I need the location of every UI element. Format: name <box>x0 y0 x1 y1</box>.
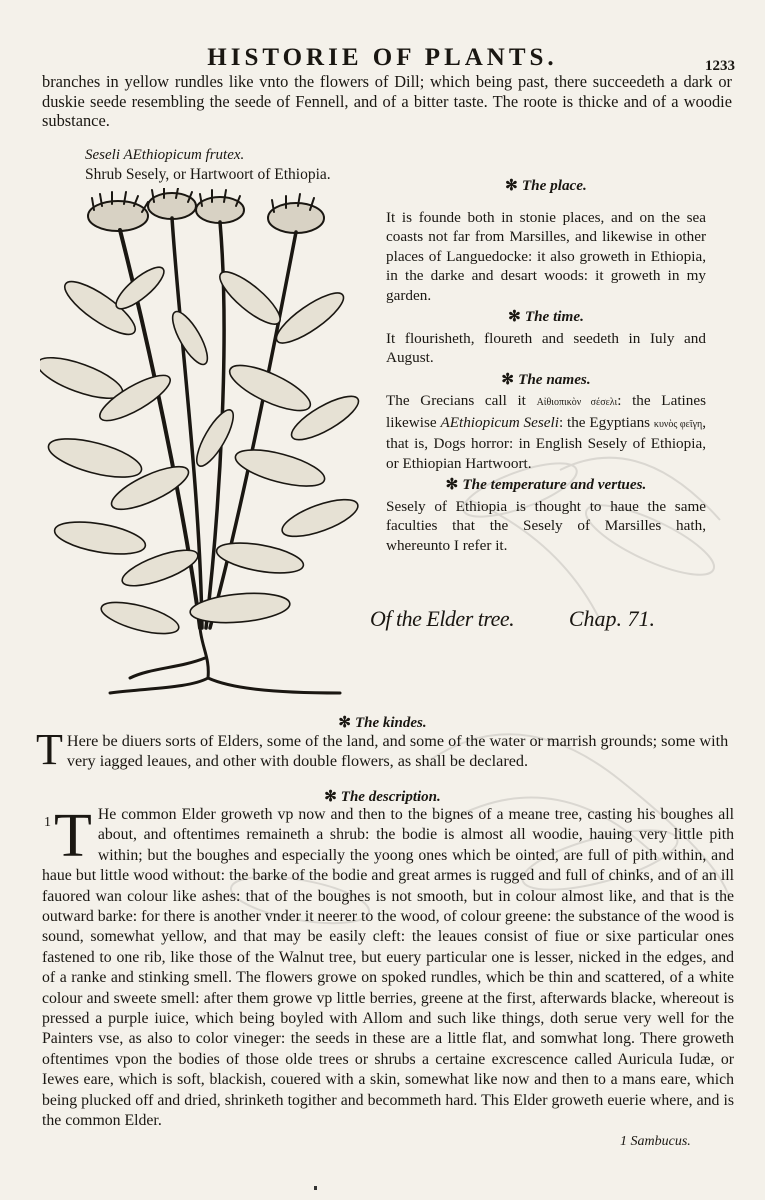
bottom-mark <box>314 1186 317 1190</box>
intro-paragraph: branches in yellow rundles like vnto the flowers of Dill; which being past, there succeedeth a dark or duskie seede resembling the seede of Fennell, and of a bitter taste. The roote is thicke and of a woodie substance. <box>42 72 732 130</box>
figure-caption-english: Shrub Sesely, or Hartwoort of Ethiopia. <box>85 166 331 183</box>
drop-capital: T <box>54 802 92 870</box>
flower-head <box>88 192 148 231</box>
asterisk-ornament-icon: ✻ <box>338 715 351 731</box>
section-heading-description: ✻ The description. <box>324 789 441 805</box>
time-paragraph: It flourisheth, floureth and seedeth in Iuly and August. <box>386 329 706 366</box>
figure-caption-latin: Seseli AEthiopicum frutex. <box>85 147 245 163</box>
section-heading-names: ✻ The names. <box>501 370 591 388</box>
section-heading-place: ✻ The place. <box>505 177 587 194</box>
drop-capital: T <box>36 725 63 774</box>
flower-head <box>268 194 324 233</box>
catchword: 1 Sambucus. <box>620 1134 691 1149</box>
flower-head <box>196 190 244 223</box>
asterisk-ornament-icon: ✻ <box>508 308 521 325</box>
page-number: 1233 <box>705 58 735 74</box>
margin-number: 1 <box>44 815 51 830</box>
description-paragraph: T He common Elder groweth vp now and then to the bignes of a meane tree, casting his boughes all about, and oftentimes remaineth a shrub: the bodie is almost all woodie, hauing very little pith within; but the boughes and especially the yoong ones which be ointed, are full of pith within, and haue but little wood without: the barke of the bodie and great armes is rugged and full of chinks, and of an ill fauored wan colour like ashes: that of the boughes is not smooth, but in colour almost like, and that is the outward barke: for there is another vnder it neerer to the wood, of colour greene: the substance of the wood is sound, somewhat yellow, and that may be easily cleft: the leaues consist of fiue or sixe particular ones fastened to one rib, like those of the Walnut tree, but euery particular one is lesser, nicked in the edges, and of a ranke and stinking smell. The flowers growe on spoked rundles, which be thin and scattered, of a white colour and sweete smell: after them growe vp little berries, greene at the first, afterwards blacke, whereout is pressed a purple iuice, which being boyled with Allom and such like things, doth serue very well for the Painters vse, as also to color vineger: the seeds in these are a little flat, and somwhat long. There groweth oftentimes vpon the bodies of those olde trees or shrubs a certaine excrescence called Auricula Iudæ, or Iewes eare, which is soft, blackish, couered with a skin, somewhat like now and then to a mans eare, which being plucked off and dried, shrinketh togither and becommeth hard. This Elder groweth euerie where, and is the common Elder. <box>42 802 734 1130</box>
section-heading-time: ✻ The time. <box>508 308 584 325</box>
section-heading-kinds: ✻ The kindes. <box>338 715 427 731</box>
flower-head <box>148 188 196 219</box>
chapter-title: Of the Elder tree. Chap. 71. <box>370 606 655 631</box>
running-head: HISTORIE OF PLANTS. <box>207 44 558 71</box>
kinds-paragraph: T Here be diuers sorts of Elders, some of the land, and some of the water or marrish grounds; some with very iagged leaues, and other with double flowers, as shall be declared. <box>36 725 729 774</box>
asterisk-ornament-icon: ✻ <box>445 476 459 493</box>
asterisk-ornament-icon: ✻ <box>501 370 515 388</box>
section-heading-temperature: ✻ The temperature and vertues. <box>445 476 647 493</box>
temperature-paragraph: Sesely of Ethiopia is thought to haue the same faculties that the Sesely of Marsilles hath, whereunto I refer it. <box>386 497 706 554</box>
names-paragraph: The Grecians call it Αἰθιοπικὸν σέσελι: the Latines likewise AEthiopicum Seseli: the Egyptians κυνὸς φεῖγη, that is, Dogs horror: in English Sesely of Ethiopia, or Ethiopian Hartwoort. <box>386 392 707 472</box>
woodcut-illustration <box>40 188 360 708</box>
right-column <box>386 174 706 555</box>
asterisk-ornament-icon: ✻ <box>505 177 518 194</box>
chapter-number: Chap. 71. <box>568 606 655 631</box>
asterisk-ornament-icon: ✻ <box>324 789 337 805</box>
place-paragraph: It is founde both in stonie places, and on the sea coasts not far from Marsilles, and likewise in other places of Languedocke: it also groweth in Ethiopia, in the darke and desart woods: it groweth in my garden. <box>386 208 706 304</box>
